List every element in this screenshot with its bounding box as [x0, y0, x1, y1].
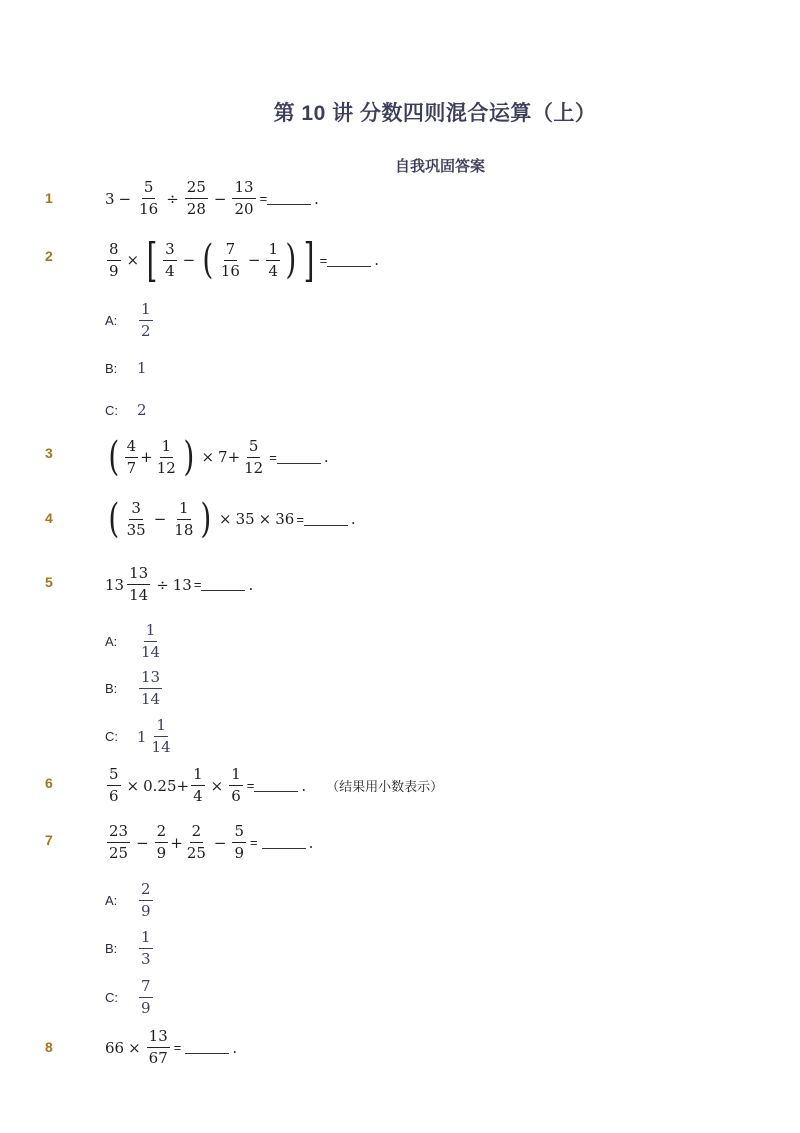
- fraction: $\frac{1}{6}$: [231, 765, 241, 805]
- option-label: C:: [105, 729, 118, 744]
- section-subtitle: 自我巩固答案: [394, 158, 485, 175]
- option-label: A:: [105, 313, 118, 328]
- minus-sign: −: [136, 833, 149, 852]
- fraction: $\frac{4}{7}$: [126, 436, 137, 477]
- fraction: $\frac{1}{4}$: [268, 239, 279, 280]
- equals-sign: =: [319, 252, 328, 268]
- question-5-option-c[interactable]: [105, 718, 175, 755]
- option-label: A:: [105, 634, 118, 649]
- right-paren: ): [200, 496, 212, 542]
- equals-sign: =: [250, 835, 258, 850]
- minus-sign: −: [213, 833, 227, 852]
- fraction: $\frac{5}{9}$: [234, 822, 245, 862]
- question-3-expression: [105, 434, 329, 480]
- plus-sign: +: [170, 833, 183, 852]
- answer-format-note: （结果用小数表示）: [326, 779, 444, 794]
- question-4-expression: [105, 496, 356, 542]
- left-paren: (: [108, 434, 120, 480]
- minus-sign: −: [213, 189, 227, 208]
- option-label: A:: [105, 893, 118, 908]
- equals-sign: =: [269, 449, 277, 465]
- left-paren: (: [108, 496, 120, 542]
- answer-blank: [304, 513, 348, 526]
- question-5-option-a[interactable]: [105, 623, 164, 660]
- answer-blank: [277, 451, 321, 464]
- fraction: $\frac{8}{9}$: [109, 239, 119, 280]
- question-number-7: 7: [45, 832, 53, 848]
- answer-blank: [185, 1041, 229, 1054]
- option-value: 1: [137, 359, 147, 377]
- fraction: $\frac{7}{16}$: [220, 239, 240, 280]
- period: .: [301, 776, 307, 795]
- fraction: $\frac{3}{35}$: [126, 498, 146, 539]
- question-6-expression: [105, 767, 443, 804]
- equals-sign: =: [246, 778, 255, 793]
- period: .: [374, 251, 379, 269]
- answer-blank: [254, 779, 298, 792]
- times-sign: ×: [218, 510, 232, 528]
- operand: 13: [172, 575, 192, 594]
- equals-sign: =: [173, 1040, 182, 1055]
- times-sign: ×: [128, 1038, 141, 1057]
- option-label: B:: [105, 941, 118, 956]
- question-2-option-a[interactable]: [105, 302, 155, 339]
- minus-sign: −: [182, 251, 196, 269]
- option-label: C:: [105, 402, 118, 418]
- right-bracket: ]: [303, 233, 315, 287]
- question-2-option-c[interactable]: [105, 401, 147, 419]
- right-paren: ): [183, 434, 195, 480]
- question-7-expression: [105, 824, 313, 861]
- fraction: $\frac{3}{4}$: [165, 239, 175, 280]
- question-number-8: 8: [45, 1039, 53, 1055]
- fraction: $\frac{23}{25}$: [109, 822, 129, 862]
- period: .: [323, 448, 329, 466]
- minus-sign: −: [247, 251, 261, 269]
- option-label: C:: [105, 990, 118, 1005]
- question-8-expression: [105, 1029, 237, 1066]
- times-sign: ×: [126, 251, 140, 269]
- question-7-option-b[interactable]: [105, 930, 155, 967]
- fraction: $\frac{1}{14}$: [141, 621, 161, 661]
- question-number-5: 5: [45, 574, 53, 590]
- option-label: B:: [105, 681, 118, 696]
- times-sign: ×: [201, 448, 215, 466]
- fraction: $\frac{1}{3}$: [141, 928, 151, 968]
- fraction: $\frac{13}{20}$: [234, 178, 254, 218]
- divide-sign: ÷: [166, 189, 179, 208]
- fraction: $\frac{13}{14}$: [129, 564, 149, 604]
- answer-blank: [267, 192, 311, 205]
- fraction: $\frac{13}{14}$: [141, 668, 161, 708]
- fraction: $\frac{5}{12}$: [244, 436, 264, 477]
- fraction: $\frac{2}{25}$: [186, 822, 206, 862]
- operand: 3: [105, 189, 115, 208]
- question-number-3: 3: [45, 445, 53, 461]
- option-label: B:: [105, 360, 118, 376]
- fraction: $\frac{25}{28}$: [186, 178, 206, 218]
- fraction: $\frac{7}{9}$: [141, 977, 151, 1017]
- operand: 36: [275, 510, 295, 528]
- operand: 66: [105, 1038, 125, 1057]
- plus-sign: +: [176, 776, 190, 795]
- answer-blank: [262, 836, 306, 849]
- plus-sign: +: [227, 448, 241, 466]
- equals-sign: =: [193, 577, 202, 592]
- fraction: $\frac{2}{9}$: [141, 880, 151, 920]
- question-5-expression: [105, 566, 253, 603]
- mixed-whole: 13: [105, 575, 125, 594]
- times-sign: ×: [258, 510, 272, 528]
- equals-sign: =: [259, 191, 268, 206]
- page-title: 第 10 讲 分数四则混合运算（上）: [273, 102, 597, 125]
- minus-sign: −: [153, 510, 167, 528]
- question-number-2: 2: [45, 248, 53, 264]
- fraction: $\frac{5}{16}$: [139, 178, 159, 218]
- mixed-whole: 1: [137, 727, 147, 746]
- minus-sign: −: [118, 189, 132, 208]
- period: .: [350, 510, 356, 528]
- left-bracket: [: [146, 233, 158, 287]
- fraction: $\frac{1}{12}$: [156, 436, 176, 477]
- question-1-expression: [105, 180, 319, 217]
- question-5-option-b[interactable]: [105, 670, 164, 707]
- question-number-4: 4: [45, 510, 53, 526]
- equals-sign: =: [296, 511, 304, 527]
- question-2-expression: [105, 233, 379, 287]
- period: .: [248, 575, 254, 594]
- question-7-option-c[interactable]: [105, 979, 155, 1016]
- plus-sign: +: [140, 448, 153, 466]
- times-sign: ×: [210, 776, 224, 795]
- option-value: 2: [137, 401, 147, 419]
- fraction: $\frac{1}{18}$: [174, 498, 194, 539]
- times-sign: ×: [126, 776, 140, 795]
- divide-sign: ÷: [156, 575, 169, 594]
- period: .: [314, 189, 319, 208]
- operand: 0.25: [143, 776, 177, 795]
- period: .: [308, 833, 314, 852]
- fraction: $\frac{1}{14}$: [151, 716, 171, 756]
- fraction: $\frac{13}{67}$: [148, 1027, 168, 1067]
- answer-blank: [327, 254, 371, 267]
- left-paren: (: [202, 237, 214, 283]
- question-2-option-b[interactable]: [105, 359, 147, 377]
- question-number-1: 1: [45, 190, 53, 206]
- fraction: $\frac{1}{2}$: [141, 300, 151, 340]
- fraction: $\frac{1}{4}$: [193, 765, 203, 805]
- fraction: $\frac{5}{6}$: [109, 765, 119, 805]
- right-paren: ): [285, 237, 297, 283]
- question-number-6: 6: [45, 775, 53, 791]
- fraction: $\frac{2}{9}$: [156, 822, 167, 862]
- question-7-option-a[interactable]: [105, 882, 155, 919]
- operand: 7: [218, 448, 228, 466]
- operand: 35: [235, 510, 255, 528]
- period: .: [232, 1038, 238, 1057]
- answer-blank: [201, 578, 245, 591]
